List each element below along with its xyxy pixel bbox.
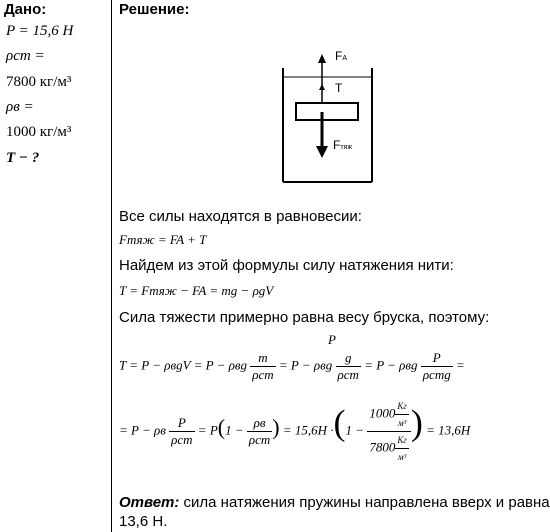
given-density-steel-label: ρст =	[6, 48, 45, 64]
tension-arrowhead	[319, 84, 325, 90]
given-weight: P = 15,6 Н	[6, 23, 74, 39]
eq3-top-p: P	[328, 332, 336, 347]
given-density-water-value: 1000 кг/м³	[6, 124, 72, 140]
given-heading: Дано:	[4, 1, 47, 18]
text-gravity-weight: Сила тяжести примерно равна весу бруска, поэтому:	[119, 309, 490, 326]
equation-4: = P − ρв $\frac{P}{\text{ρст}}$ = P(1 − $\frac{\rho в}{\text{ρст}}$ ) = 15,6Н ·(1 − 1000 $\frac{Кг}{\text{м³}}$ 7800 $\frac{Кг}{\text{м³}}$ ) = 13,6Н	[119, 398, 470, 465]
column-divider	[111, 0, 112, 532]
label-t: T	[335, 81, 343, 95]
block	[296, 103, 358, 120]
answer-line: Ответ: сила натяжения пружины направлена вверх и равна	[119, 494, 550, 511]
buoyant-force-arrowhead	[318, 54, 326, 63]
given-density-steel-value: 7800 кг/м³	[6, 74, 72, 90]
equation-2: T = Fтяж − FA = mg − ρgV	[119, 283, 274, 298]
label-fa: FA	[335, 49, 348, 63]
text-find-tension: Найдем из этой формулы силу натяжения нити:	[119, 257, 454, 274]
given-unknown: T − ?	[6, 150, 40, 166]
answer-value: 13,6 Н.	[119, 513, 168, 530]
equation-3: T = P − ρвgV = P − ρвg $\frac{m}{\text{ρст}}$ = P − ρвg $\frac{g}{\text{ρст}}$ = P − ρвg $\frac{P}{\text{ρстg}}$ =	[119, 350, 465, 382]
solution-heading: Решение:	[119, 1, 190, 18]
text-equilibrium: Все силы находятся в равновесии:	[119, 208, 362, 225]
given-column	[0, 0, 111, 532]
given-density-water-label: ρв =	[6, 99, 34, 115]
gravity-force-arrowhead	[316, 146, 328, 158]
force-diagram	[270, 50, 380, 185]
equation-1: Fтяж = FA + T	[119, 232, 207, 247]
label-ft: Fтяж	[333, 138, 353, 152]
